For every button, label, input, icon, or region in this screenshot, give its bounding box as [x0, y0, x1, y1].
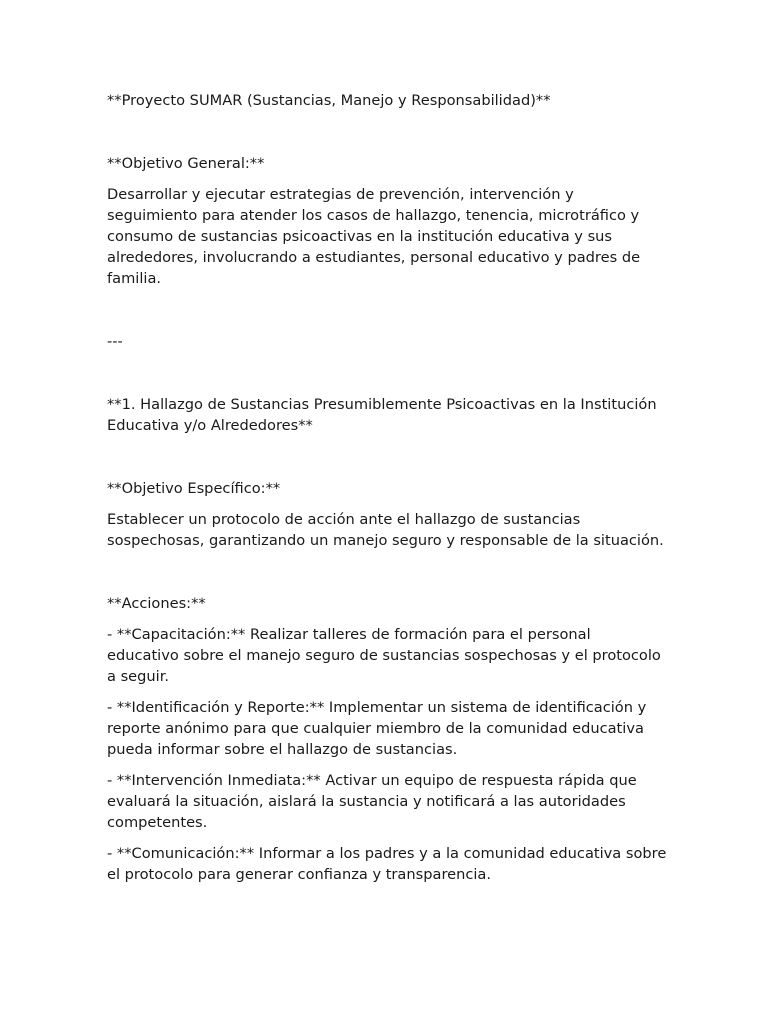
document-page [107, 90, 667, 885]
objetivo-especifico-heading: **Objetivo Específico:** [107, 480, 281, 497]
objetivo-especifico-text: Establecer un protocolo de acción ante el hallazgo de sustancias sospechosas, garantizando un manejo seguro y responsable de la situación. [107, 511, 664, 549]
accion-intervencion: - **Intervención Inmediata:** Activar un equipo de respuesta rápida que evaluará la situación, aislará la sustancia y notificará a las autoridades competentes. [107, 772, 637, 831]
objetivo-general-text: Desarrollar y ejecutar estrategias de prevención, intervención y seguimiento para atender los casos de hallazgo, tenencia, microtráfico y consumo de sustancias psicoactivas en la institución educativa y sus alrededores, involucrando a estudiantes, personal educativo y padres de familia. [107, 186, 641, 287]
accion-capacitacion: - **Capacitación:** Realizar talleres de formación para el personal educativo sobre el manejo seguro de sustancias sospechosas y el protocolo a seguir. [107, 626, 661, 685]
accion-comunicacion: - **Comunicación:** Informar a los padres y a la comunidad educativa sobre el protocolo para generar confianza y transparencia. [107, 845, 667, 883]
section1-heading: **1. Hallazgo de Sustancias Presumiblemente Psicoactivas en la Institución Educativa y/o Alrededores** [107, 396, 657, 434]
acciones-heading: **Acciones:** [107, 595, 206, 612]
document-title: **Proyecto SUMAR (Sustancias, Manejo y Responsabilidad)** [107, 92, 551, 109]
accion-identificacion: - **Identificación y Reporte:** Implementar un sistema de identificación y reporte anónimo para que cualquier miembro de la comunidad educativa pueda informar sobre el hallazgo de sustancias. [107, 699, 647, 758]
separator: --- [107, 333, 123, 350]
objetivo-general-heading: **Objetivo General:** [107, 155, 265, 172]
